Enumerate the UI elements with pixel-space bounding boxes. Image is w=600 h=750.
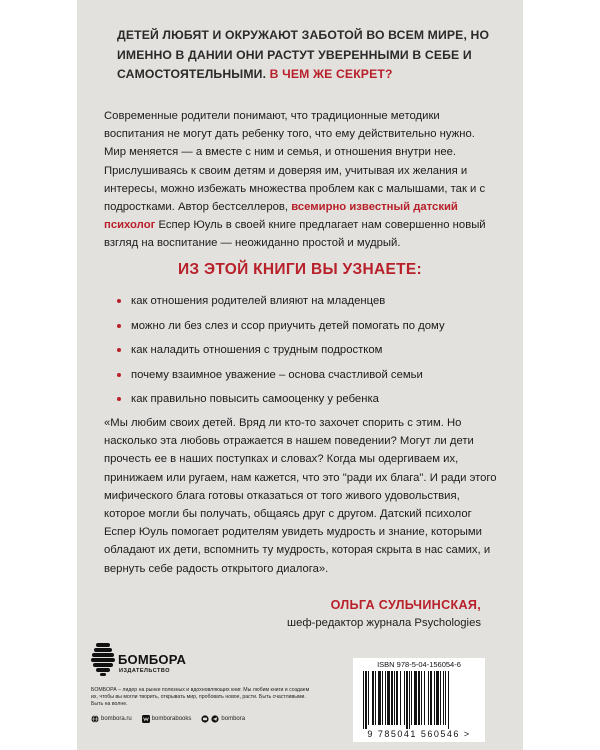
barcode-bar bbox=[365, 671, 367, 729]
publisher-subtitle: ИЗДАТЕЛЬСТВО bbox=[119, 668, 171, 674]
barcode-bar bbox=[421, 671, 422, 725]
messenger-links[interactable]: bombora bbox=[201, 715, 245, 723]
barcode-bar bbox=[411, 671, 412, 725]
barcode-bar bbox=[382, 671, 383, 725]
quote-author: ОЛЬГА СУЛЬЧИНСКАЯ, bbox=[330, 598, 481, 612]
barcode-bar bbox=[400, 671, 401, 725]
publisher-logo bbox=[91, 643, 211, 683]
review-quote: «Мы любим своих детей. Вряд ли кто-то захочет спорить с этим. Но насколько эта любовь отражается в нашем поведении? Могут ли дети прочесть ее в наших поступках и словах? Когда мы одергиваем их, принижаем или ругаем, нам кажется, что это "ради их блага". И ради этого мифического блага готовы отказаться от того живого удовольствия, которое могли бы получать, общаясь друг с другом. Датский психолог Еспер Юуль помогает родителям увидеть мудрость и знание, которыми обладают их дети, вспомнить ту мудрость, которая скрыта в нас самих, и вернуть себе радость открытого диалога». bbox=[104, 417, 497, 575]
barcode-bar bbox=[448, 671, 449, 729]
barcode-bar bbox=[378, 671, 381, 725]
intro-text bbox=[117, 26, 497, 85]
bullet-dot-icon bbox=[117, 348, 121, 352]
barcode-bar bbox=[436, 671, 439, 725]
back-cover bbox=[77, 0, 523, 750]
barcode-bar bbox=[363, 671, 364, 729]
barcode-bar bbox=[368, 671, 369, 725]
learn-item: как правильно повысить самооценку у ребенка bbox=[117, 392, 445, 417]
vk-link[interactable]: bomborabooks bbox=[142, 715, 192, 723]
barcode-bar bbox=[387, 671, 390, 725]
barcode-bar bbox=[372, 671, 374, 725]
chat-icon bbox=[201, 715, 209, 723]
barcode-bar bbox=[445, 671, 446, 725]
barcode-bar bbox=[428, 671, 429, 725]
social-links bbox=[91, 714, 255, 724]
barcode-bar bbox=[391, 671, 393, 725]
publisher-description: БОМБОРА – лидер на рынке полезных и вдохновляющих книг. Мы любим книги и создаем их, чтобы вы могли творить, открывать мир, пробовать новое, расти. Быть счастливыми. Быть на волне. bbox=[91, 687, 310, 707]
barcode-bar bbox=[385, 671, 386, 725]
barcode bbox=[353, 658, 485, 742]
description-highlight: всемирно известный датский психолог bbox=[104, 201, 458, 232]
barcode-bar bbox=[418, 671, 420, 725]
barcode-bar bbox=[414, 671, 417, 725]
description-part-1: Современные родители понимают, что традиционные методики воспитания не могут дать ребенку того, что ему действительно нужно. Мир меняется — а вместе с ним и семья, и отношения внутри нее. Прислушиваясь к своим детям и доверяя им, учитывая их желания и интересы, можно избежать множества проблем как с малышами, так и с подростками. Автор бестселлеров, bbox=[104, 110, 486, 214]
barcode-bar bbox=[375, 671, 376, 725]
globe-icon bbox=[91, 715, 99, 723]
bullet-dot-icon bbox=[117, 373, 121, 377]
barcode-bar bbox=[440, 671, 441, 725]
bullet-dot-icon bbox=[117, 324, 121, 328]
barcode-bar bbox=[406, 671, 408, 729]
intro-main: ДЕТЕЙ ЛЮБЯТ И ОКРУЖАЮТ ЗАБОТОЙ ВО ВСЕМ МИРЕ, НО ИМЕННО В ДАНИИ ОНИ РАСТУТ УВЕРЕННЫМИ В СЕБЕ И САМОСТОЯТЕЛЬНЫМИ. bbox=[117, 28, 490, 81]
barcode-bars bbox=[361, 671, 477, 729]
learn-item: как наладить отношения с трудным подростком bbox=[117, 343, 445, 368]
bullet-dot-icon bbox=[117, 397, 121, 401]
intro-highlight: В ЧЕМ ЖЕ СЕКРЕТ? bbox=[269, 67, 393, 81]
learn-list bbox=[117, 294, 445, 417]
barcode-digits: 9 785041 560546 > bbox=[367, 729, 471, 739]
barcode-bar bbox=[409, 671, 410, 729]
bombora-logo-icon bbox=[91, 643, 115, 677]
vk-icon bbox=[142, 715, 150, 723]
learn-item: можно ли без слез и ссор приучить детей помогать по дому bbox=[117, 319, 445, 344]
publisher-name: БОМБОРА bbox=[118, 652, 187, 667]
barcode-bar bbox=[404, 671, 405, 725]
barcode-bar bbox=[443, 671, 444, 725]
barcode-bar bbox=[434, 671, 435, 725]
telegram-icon bbox=[211, 715, 219, 723]
learn-title: ИЗ ЭТОЙ КНИГИ ВЫ УЗНАЕТЕ: bbox=[177, 261, 423, 278]
quote-author-role: шеф-редактор журнала Psychologies bbox=[287, 617, 481, 629]
barcode-bar bbox=[396, 671, 398, 725]
learn-item: как отношения родителей влияют на младенцев bbox=[117, 294, 445, 319]
barcode-bar bbox=[424, 671, 425, 725]
description-paragraph bbox=[104, 107, 499, 253]
website-link[interactable]: bombora.ru bbox=[91, 715, 132, 723]
barcode-bar bbox=[430, 671, 432, 725]
barcode-bar bbox=[394, 671, 395, 725]
isbn-label: ISBN 978-5-04-156054-6 bbox=[377, 660, 461, 669]
bullet-dot-icon bbox=[117, 299, 121, 303]
learn-item: почему взаимное уважение – основа счастливой семьи bbox=[117, 368, 445, 393]
description-part-2: Еспер Юуль в своей книге предлагает нам совершенно новый взгляд на воспитание — неожиданно простой и мудрый. bbox=[104, 219, 486, 250]
